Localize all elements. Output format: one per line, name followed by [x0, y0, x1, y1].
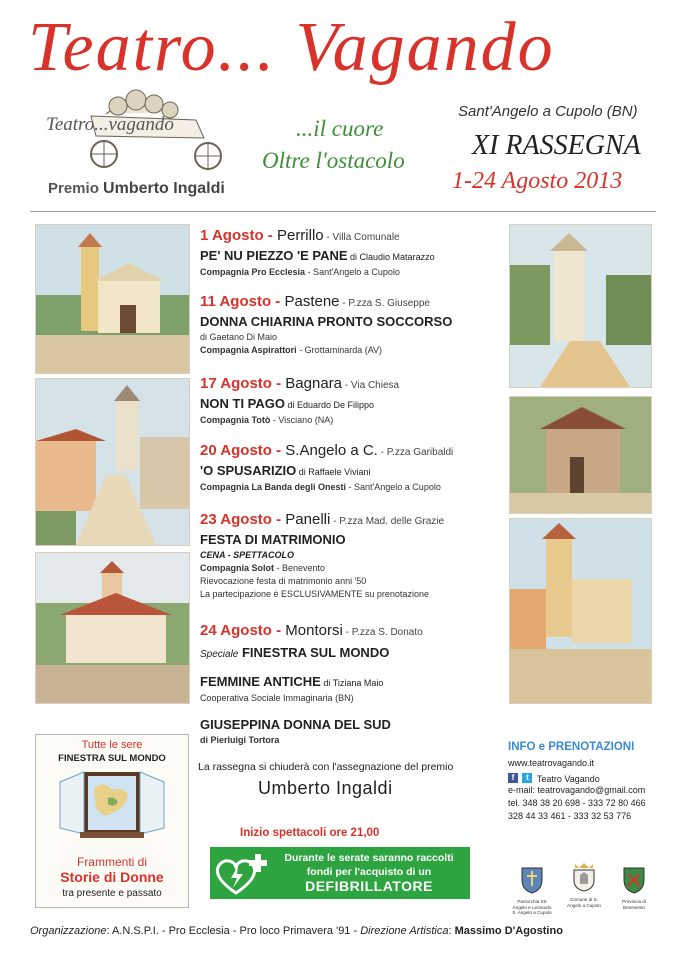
company-name: Aspirattori [249, 345, 297, 355]
prize-name: Umberto Ingaldi [258, 778, 393, 798]
defib-keyword: DEFIBRILLATORE [305, 878, 433, 894]
province-crest-icon [621, 864, 647, 894]
event-date: 1 Agosto [200, 227, 264, 244]
painting-chapel [35, 552, 190, 704]
event-title [200, 644, 500, 664]
company-place: - Visciano (NA) [270, 415, 334, 425]
event-5 [200, 510, 500, 601]
company-label: Compagnia [200, 563, 250, 573]
show-title: 'O SPUSARIZIO [200, 463, 297, 478]
company-name: Pro Ecclesia [249, 267, 306, 277]
header-divider [30, 211, 656, 212]
premio-name: Umberto Ingaldi [103, 180, 225, 197]
event-sep: - [271, 511, 286, 528]
event-2 [200, 292, 500, 357]
company-name: Totò [249, 415, 271, 425]
event-header [200, 374, 500, 395]
show-title: NON TI PAGO [200, 396, 285, 411]
event-venue: - P.zza S. Giuseppe [339, 298, 430, 309]
event-date: 20 Agosto [200, 442, 272, 459]
social-name: Teatro Vagando [536, 774, 600, 784]
event-town: Panelli [285, 511, 331, 528]
premio-label [48, 180, 225, 198]
closing-text: La rassegna si chiuderà con l'assegnazione del premio [198, 761, 454, 773]
defib-text [272, 851, 466, 893]
event-town: Bagnara [285, 375, 343, 392]
painting-village-street [35, 378, 190, 546]
crest-label: Parrocchia SS Angelo e Leonardo S. Angelo a Cupolo [512, 899, 552, 915]
painting-church-1 [35, 224, 190, 374]
municipality-crest-icon [571, 862, 597, 892]
footer-credits [30, 925, 563, 937]
event-venue: - P.zza Garibaldi [377, 447, 454, 458]
event-header [200, 441, 500, 462]
box-line-1: Tutte le sere [81, 739, 143, 751]
director-name: Massimo D'Agostino [454, 925, 563, 937]
event-town: Perrillo [276, 227, 324, 244]
event-date: 17 Agosto [200, 375, 272, 392]
crest-province [614, 864, 654, 910]
event-title: FESTA DI MATRIMONIO [200, 532, 346, 547]
event-venue: - P.zza Mad. delle Grazie [330, 516, 445, 527]
show-author: di Pierluigi Tortora [200, 735, 280, 745]
location-text: Sant'Angelo a Cupolo (BN) [458, 103, 638, 120]
defibrillator-banner [210, 847, 470, 899]
painting-bell-tower [509, 224, 652, 388]
company-label: Compagnia [200, 267, 250, 277]
event-date: 23 Agosto [200, 511, 272, 528]
org-text: : A.N.S.P.I. - Pro Ecclesia - Pro loco Primavera '91 - [106, 925, 361, 937]
event-venue: - Villa Comunale [323, 232, 400, 243]
event-sep: - [271, 622, 286, 639]
event-town: Pastene [284, 293, 340, 310]
start-time: Inizio spettacoli ore 21,00 [240, 827, 380, 839]
event-title [200, 462, 500, 481]
event-company [200, 481, 500, 494]
email-link[interactable]: e-mail: teatrovagando@gmail.com [508, 785, 646, 795]
box-line-5: tra presente e passato [62, 888, 162, 899]
facebook-icon[interactable]: f [508, 773, 518, 783]
parish-crest-icon [519, 864, 545, 894]
event-note: La partecipazione è ESCLUSIVAMENTE su prenotazione [200, 589, 429, 599]
event-town: S.Angelo a C. [285, 442, 378, 459]
event-header [200, 621, 500, 642]
painting-church-2 [509, 518, 652, 704]
tagline-line-1: ...il cuore [296, 116, 384, 141]
event-date: 11 Agosto [200, 293, 272, 310]
company-name: La Banda degli Onesti [249, 482, 347, 492]
company-place: - Grottaminarda (AV) [296, 345, 383, 355]
festival-dates: 1-24 Agosto 2013 [452, 168, 623, 194]
event-6 [200, 621, 500, 664]
show-title: FINESTRA SUL MONDO [241, 645, 390, 660]
event-title [200, 395, 500, 414]
crest-parish [512, 864, 552, 916]
event-town: Montorsi [285, 622, 343, 639]
company-place: - Sant'Angelo a Cupolo [346, 482, 441, 492]
defib-line: Durante le serate saranno raccolti [284, 852, 454, 864]
event-3 [200, 374, 500, 427]
phone-line-1: tel. 348 38 20 698 - 333 72 80 466 [508, 798, 646, 808]
tagline-line-2: Oltre l'ostacolo [262, 148, 405, 173]
phone-line-2: 328 44 33 461 - 333 32 53 776 [508, 811, 632, 821]
heart-defibrillator-icon [214, 851, 268, 895]
box-line-4: Storie di Donne [60, 869, 164, 885]
event-4 [200, 441, 500, 494]
event-company: Cooperativa Sociale Immaginaria (BN) [200, 693, 354, 703]
company-label: Compagnia [200, 482, 250, 492]
event-title: GIUSEPPINA DONNA DEL SUD [200, 717, 391, 732]
website-link[interactable]: www.teatrovagando.it [508, 758, 595, 768]
window-world-map-icon [54, 768, 170, 838]
crest-label: Comune di S. Angelo a Cupolo [567, 897, 601, 908]
teatro-vagando-logo [36, 86, 236, 174]
event-title [200, 673, 500, 692]
event-company [200, 266, 500, 279]
poster-title: Teatro... Vagando [28, 9, 555, 86]
company-name: Solot [249, 563, 275, 573]
org-label: Organizzazione [30, 925, 107, 937]
show-author: di Gaetano Di Maio [200, 332, 278, 342]
event-venue: - P.zza S. Donato [342, 627, 423, 638]
special-label: Speciale [200, 649, 239, 660]
event-sep: - [271, 293, 285, 310]
event-sep: - [263, 227, 277, 244]
event-header [200, 510, 500, 531]
event-company [200, 414, 500, 427]
logo-text: Teatro...vagando [46, 114, 174, 135]
show-title: PE' NU PIEZZO 'E PANE [200, 248, 348, 263]
event-venue: - Via Chiesa [342, 380, 400, 391]
event-date: 24 Agosto [200, 622, 272, 639]
edition-label: XI RASSEGNA [472, 130, 641, 161]
event-sep: - [271, 442, 286, 459]
show-author: di Raffaele Viviani [296, 467, 371, 477]
company-label: Compagnia [200, 345, 250, 355]
info-heading: INFO e PRENOTAZIONI [508, 741, 635, 753]
event-title [200, 247, 500, 266]
crest-municipality [564, 862, 604, 908]
event-header [200, 226, 500, 247]
event-title: DONNA CHIARINA PRONTO SOCCORSO [200, 314, 453, 329]
box-line-3: Frammenti di [76, 855, 147, 869]
event-sep: - [271, 375, 286, 392]
premio-prefix: Premio [48, 180, 99, 197]
event-6-show-3 [200, 716, 500, 747]
show-author: di Tiziana Maio [320, 678, 384, 688]
company-place: - Benevento [274, 563, 326, 573]
event-header [200, 292, 500, 313]
side-promo-box [35, 734, 189, 908]
event-company [200, 344, 500, 357]
twitter-icon[interactable]: t [522, 773, 532, 783]
event-note: Rievocazione festa di matrimonio anni '50 [200, 576, 367, 586]
painting-stone-house [509, 396, 652, 514]
crest-label: Provincia di Benevento [622, 899, 646, 910]
box-line-2: FINESTRA SUL MONDO [58, 753, 166, 764]
event-company [200, 562, 500, 575]
show-author: di Claudio Matarazzo [347, 252, 435, 262]
event-6-show-2 [200, 673, 500, 705]
company-place: - Sant'Angelo a Cupolo [305, 267, 400, 277]
director-sep: : [448, 925, 455, 937]
defib-line: fondi per l'acquisto di un [306, 866, 432, 878]
event-1 [200, 226, 500, 279]
show-title: FEMMINE ANTICHE [200, 674, 321, 689]
event-subtitle: CENA - SPETTACOLO [200, 550, 294, 560]
director-label: Direzione Artistica [360, 925, 449, 937]
company-label: Compagnia [200, 415, 250, 425]
show-author: di Eduardo De Filippo [284, 400, 375, 410]
